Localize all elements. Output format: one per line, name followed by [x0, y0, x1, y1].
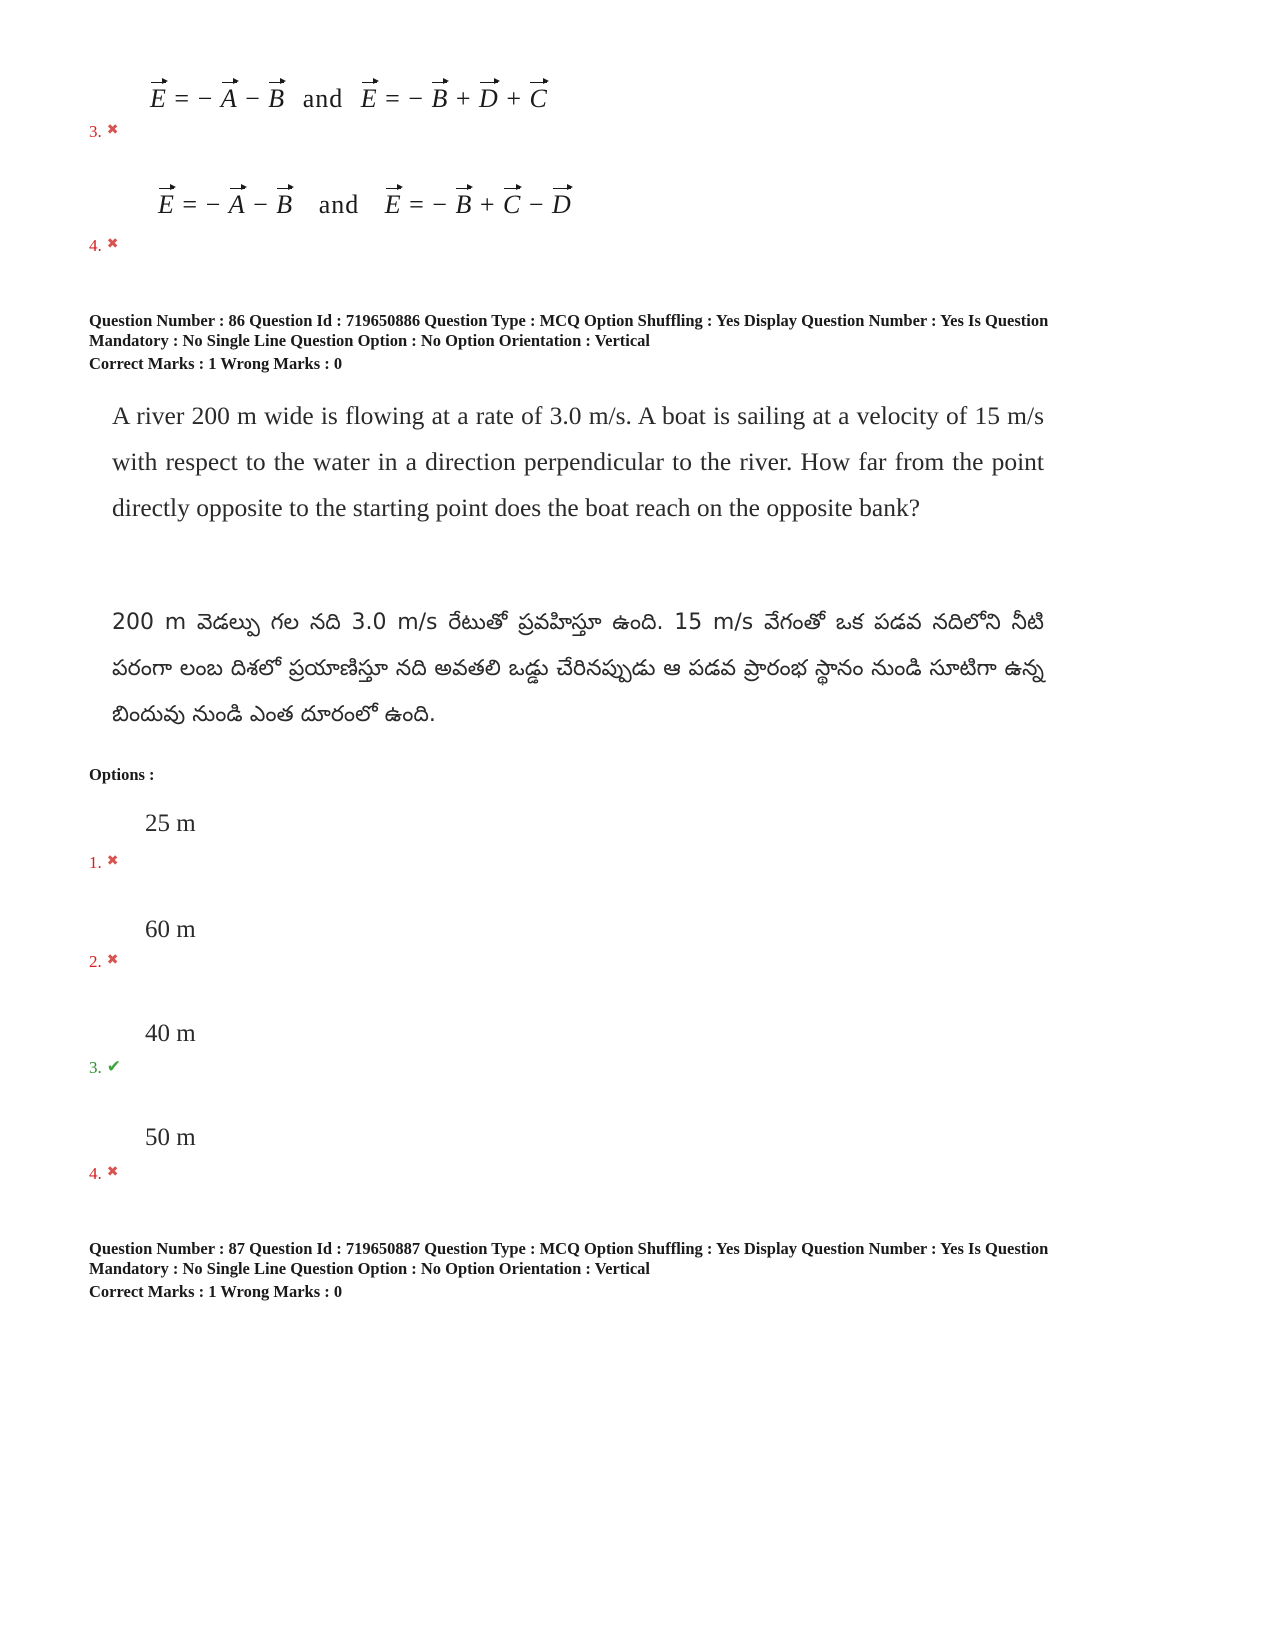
option-1[interactable]: 1. ✖: [89, 853, 119, 872]
question-86-text-telugu: 200 m వెడల్పు గల నది 3.0 m/s రేటుతో ప్రవహిస్తూ ఉంది. 15 m/s వేగంతో ఒక పడవ నదిలోని నీటి పరంగా లంబ దిశలో ప్రయాణిస్తూ నది అవతలి ఒడ్డు చేరినప్పుడు ఆ పడవ ప్రారంభ స్థానం నుండి సూటిగా ఉన్న బిందువు నుండి ఎంత దూరంలో ఉంది.: [112, 610, 1044, 727]
prev-option-4-number: 4. ✖: [89, 236, 119, 255]
prev-option-3-formula: E = − A − B and E = − B + D + C: [150, 84, 548, 113]
option-4[interactable]: 4. ✖: [89, 1164, 119, 1183]
question-87-marks: Correct Marks : 1 Wrong Marks : 0: [89, 1282, 343, 1301]
prev-option-3-number: 3. ✖: [89, 122, 119, 141]
options-label: Options :: [89, 765, 155, 784]
option-3-value: 40 m: [145, 1020, 196, 1047]
check-mark-icon: ✔: [106, 1057, 121, 1076]
question-meta-line: Question Number : 87 Question Id : 719650887 Question Type : MCQ Option Shuffling : Yes Display Question Number : Yes Is Question: [89, 1239, 1049, 1258]
cross-mark-icon: ✖: [106, 854, 119, 869]
option-4-value: 50 m: [145, 1124, 196, 1151]
question-meta-line: Mandatory : No Single Line Question Option : No Option Orientation : Vertical: [89, 1259, 651, 1278]
option-1-value: 25 m: [145, 810, 196, 837]
question-meta-line: Mandatory : No Single Line Question Option : No Option Orientation : Vertical: [89, 331, 651, 350]
option-2-value: 60 m: [145, 916, 196, 943]
prev-option-4-formula: E = − A − B and E = − B + C − D: [158, 190, 572, 219]
question-86-meta: [89, 311, 1209, 351]
question-87-meta: [89, 1239, 1209, 1279]
cross-mark-icon: ✖: [106, 1165, 119, 1180]
option-3[interactable]: 3. ✔: [89, 1057, 121, 1077]
cross-mark-icon: ✖: [106, 123, 119, 138]
cross-mark-icon: ✖: [106, 953, 119, 968]
question-86-marks: Correct Marks : 1 Wrong Marks : 0: [89, 354, 343, 373]
option-2[interactable]: 2. ✖: [89, 952, 119, 971]
question-meta-line: Question Number : 86 Question Id : 719650886 Question Type : MCQ Option Shuffling : Yes Display Question Number : Yes Is Question: [89, 311, 1049, 330]
cross-mark-icon: ✖: [106, 237, 119, 252]
question-86-text-english: A river 200 m wide is flowing at a rate of 3.0 m/s. A boat is sailing at a velocity of 15 m/s with respect to the water in a direction perpendicular to the river. How far from the point directly opposite to the starting point does the boat reach on the opposite bank?: [112, 401, 1044, 522]
